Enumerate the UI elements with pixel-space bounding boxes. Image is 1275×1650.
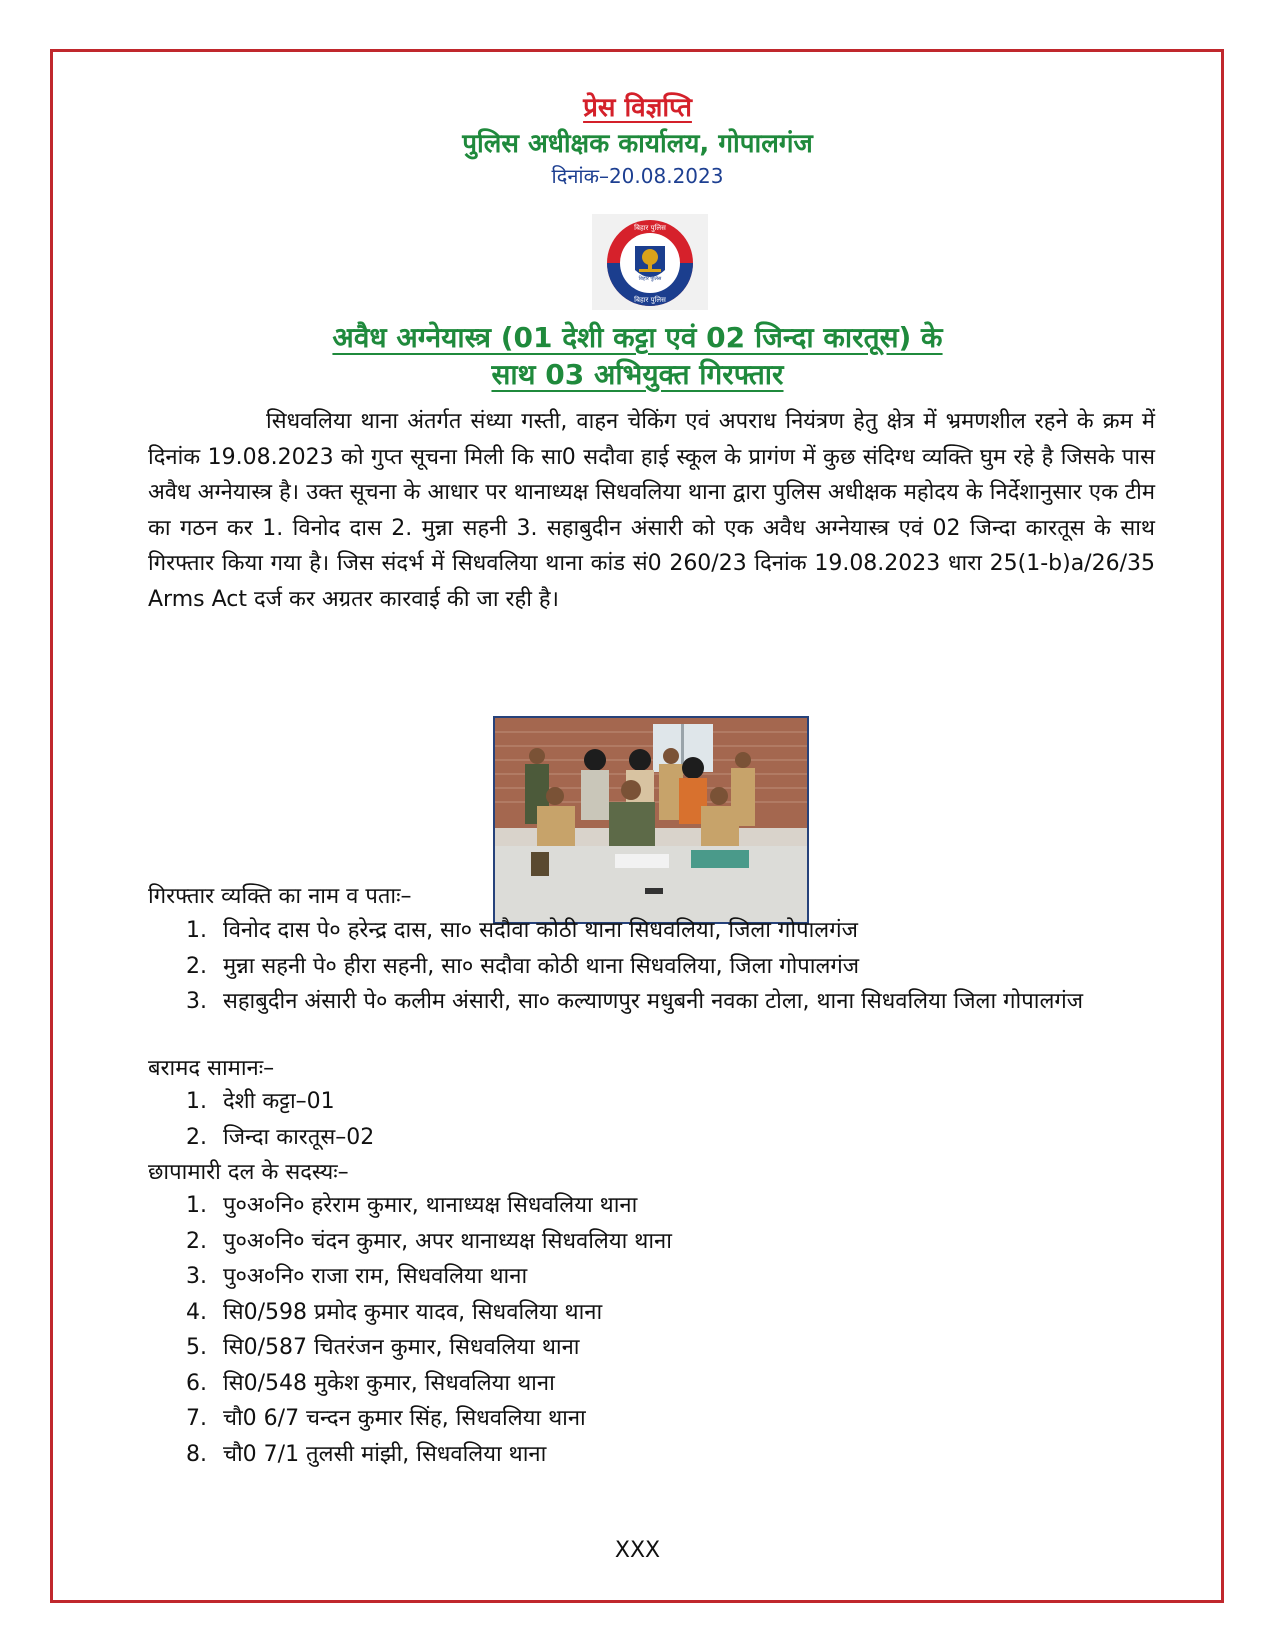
arrested-heading: गिरफ्तार व्यक्ति का नाम व पताः–	[148, 884, 412, 909]
list-item: 6. सि0/548 मुकेश कुमार, सिधवलिया थाना	[186, 1370, 555, 1396]
recovered-heading: बरामद सामानः–	[148, 1056, 275, 1081]
list-item: 8. चौ0 7/1 तुलसी मांझी, सिधवलिया थाना	[186, 1441, 547, 1467]
list-item: 2. मुन्ना सहनी पे० हीरा सहनी, सा० सदौवा कोठी थाना सिधवलिया, जिला गोपालगंज	[186, 953, 860, 979]
logo-top-text: बिहार पुलिस	[634, 224, 666, 232]
list-item: 3. सहाबुदीन अंसारी पे० कलीम अंसारी, सा० कल्याणपुर मधुबनी नवका टोला, थाना सिधवलिया जिला गोपालगंज	[186, 989, 1084, 1014]
list-item: 7. चौ0 6/7 चन्दन कुमार सिंह, सिधवलिया थाना	[186, 1406, 586, 1431]
list-item: 5. सि0/587 चितरंजन कुमार, सिधवलिया थाना	[186, 1335, 580, 1360]
arrested-list	[186, 913, 1146, 1020]
logo-bottom-text: बिहार पुलिस	[634, 296, 666, 304]
bihar-police-logo	[592, 214, 708, 310]
raid-team-heading: छापामारी दल के सदस्यः–	[148, 1160, 349, 1185]
body-paragraph	[148, 404, 1155, 617]
list-item: 1. विनोद दास पे० हरेन्द्र दास, सा० सदौवा कोठी थाना सिधवलिया, जिला गोपालगंज	[186, 918, 858, 943]
headline-line-1: अवैध अग्नेयास्त्र (01 देशी कट्टा एवं 02 जिन्दा कारतूस) के	[332, 321, 943, 354]
press-conference-photo	[493, 716, 809, 924]
list-item: 3. पु०अ०नि० राजा राम, सिधवलिया थाना	[186, 1264, 528, 1289]
raid-team-list	[186, 1188, 1146, 1472]
end-mark: XXX	[614, 1538, 661, 1563]
list-item: 2. पु०अ०नि० चंदन कुमार, अपर थानाध्यक्ष सिधवलिया थाना	[186, 1228, 672, 1254]
office-name: पुलिस अधीक्षक कार्यालय, गोपालगंज	[462, 129, 813, 159]
release-date: दिनांक–20.08.2023	[551, 164, 724, 188]
recovered-list	[186, 1084, 1146, 1155]
logo-center-text: बिहार पुलिस	[638, 276, 662, 282]
list-item: 1. पु०अ०नि० हरेराम कुमार, थानाध्यक्ष सिधवलिया थाना	[186, 1193, 638, 1218]
press-release-title: प्रेस विज्ञप्ति	[583, 93, 692, 123]
list-item: 2. जिन्दा कारतूस–02	[186, 1124, 375, 1150]
list-item: 1. देशी कट्टा–01	[186, 1089, 335, 1114]
body-text: सिधवलिया थाना अंतर्गत संध्या गस्ती, वाहन चेकिंग एवं अपराध नियंत्रण हेतु क्षेत्र में भ्रमणशील रहने के क्रम में दिनांक 19.08.2023 को गुप्त सूचना मिली कि सा0 सदौवा हाई स्कूल के प्रागंण में कुछ संदिग्ध व्यक्ति घुम रहे है जिसके पास अवैध अग्नेयास्त्र है। उक्त सूचना के आधार पर थानाध्यक्ष सिधवलिया थाना द्वारा पुलिस अधीक्षक महोदय के निर्देशानुसार एक टीम का गठन कर 1. विनोद दास 2. मुन्ना सहनी 3. सहाबुदीन अंसारी को एक अवैध अग्नेयास्त्र एवं 02 जिन्दा कारतूस के साथ गिरफ्तार किया गया है। जिस संदर्भ में सिधवलिया थाना कांड सं0 260/23 दिनांक 19.08.2023 धारा 25(1-b)a/26/35 Arms Act दर्ज कर अग्रतर कारवाई की जा रही है।	[148, 409, 1155, 612]
list-item: 4. सि0/598 प्रमोद कुमार यादव, सिधवलिया थाना	[186, 1299, 603, 1325]
headline-line-2: साथ 03 अभियुक्त गिरफ्तार	[491, 358, 784, 391]
